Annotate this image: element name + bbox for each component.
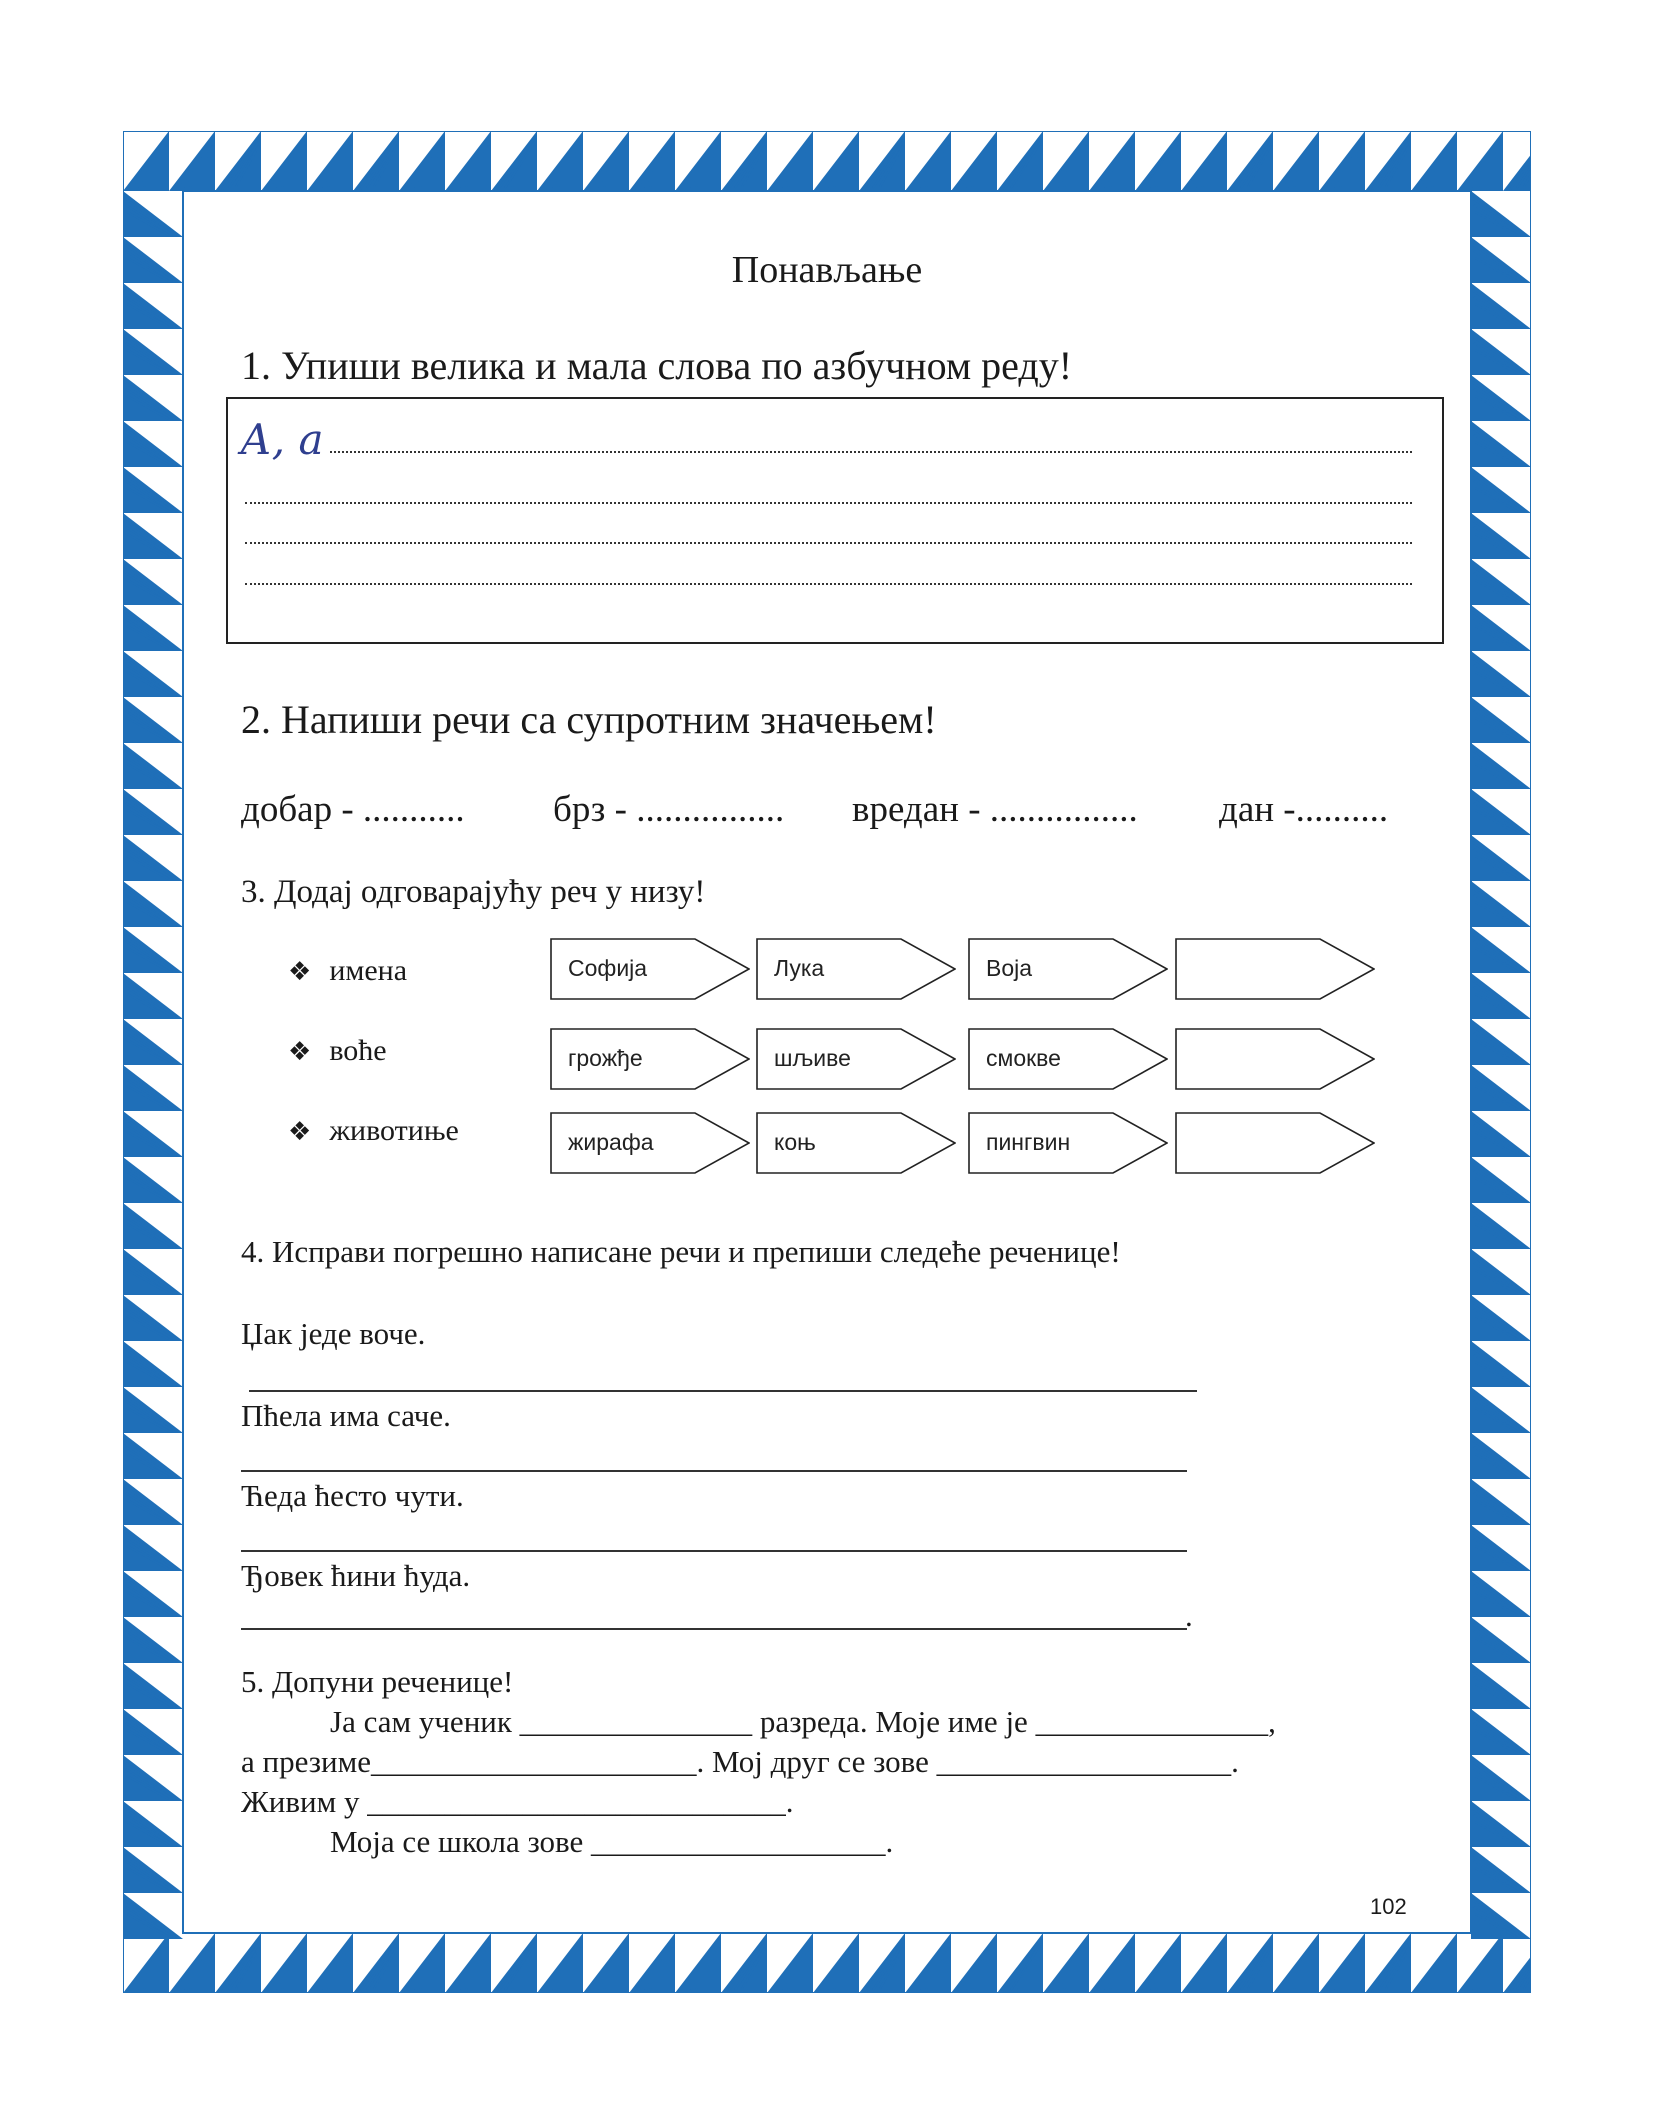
writing-line[interactable] (245, 583, 1412, 585)
answer-line[interactable] (241, 1628, 1187, 1630)
diamond-bullet-icon: ❖ (288, 1117, 312, 1147)
writing-line[interactable] (245, 502, 1412, 504)
fill-in-sentence[interactable]: Ја сам ученик _______________ разреда. Моје име је _______________, (330, 1704, 1276, 1739)
writing-line[interactable] (330, 451, 1412, 453)
task4-heading: 4. Исправи погрешно написане речи и препиши следеће реченице! (241, 1234, 1121, 1269)
task2-heading: 2. Напиши речи са супротним значењем! (241, 697, 937, 742)
fill-in-sentence[interactable]: а презиме_____________________. Мој друг се зове ___________________. (241, 1744, 1239, 1779)
word-arrow-box: шљиве (756, 1028, 956, 1090)
diamond-bullet-icon: ❖ (288, 1037, 312, 1067)
category-label-fruit: ❖ воће (288, 1034, 387, 1067)
empty-answer-arrow-box[interactable] (1175, 1028, 1375, 1090)
word-arrow-box: пингвин (968, 1112, 1168, 1174)
word-arrow-box: коњ (756, 1112, 956, 1174)
fill-in-sentence[interactable]: Моја се школа зове ___________________. (330, 1824, 894, 1859)
word-arrow-box: грожђе (550, 1028, 750, 1090)
sentence-to-correct: Ђовек ћини ћуда. (241, 1558, 471, 1593)
task3-heading: 3. Додај одговарајућу реч у низу! (241, 874, 706, 910)
word-arrow-box: смокве (968, 1028, 1168, 1090)
page-number: 102 (1370, 1894, 1407, 1919)
period-mark: . (1185, 1598, 1193, 1633)
sentence-to-correct: Ћеда ћесто чути. (241, 1478, 464, 1513)
sentence-to-correct: Пћела има саче. (241, 1398, 451, 1433)
word-arrow-box: Воја (968, 938, 1168, 1000)
opposite-word-item: дан -.......... (1219, 789, 1389, 830)
task5-heading: 5. Допуни реченице! (241, 1664, 514, 1699)
word-arrow-box: жирафа (550, 1112, 750, 1174)
alphabet-writing-box[interactable] (226, 397, 1444, 644)
empty-answer-arrow-box[interactable] (1175, 938, 1375, 1000)
cursive-sample: А, а (240, 415, 324, 464)
category-label-animals: ❖ животиње (288, 1114, 459, 1147)
category-label-names: ❖ имена (288, 954, 408, 987)
answer-line[interactable] (249, 1390, 1197, 1392)
sentence-to-correct: Џак једе воче. (241, 1316, 426, 1351)
word-arrow-box: Софија (550, 938, 750, 1000)
fill-in-sentence[interactable]: Живим у ___________________________. (241, 1784, 794, 1819)
opposite-word-item: добар - ........... (241, 789, 465, 830)
word-arrow-box: Лука (756, 938, 956, 1000)
diamond-bullet-icon: ❖ (288, 957, 312, 987)
page-title: Понављање (731, 249, 923, 291)
answer-line[interactable] (241, 1470, 1187, 1472)
empty-answer-arrow-box[interactable] (1175, 1112, 1375, 1174)
task1-heading: 1. Упиши велика и мала слова по азбучном реду! (241, 343, 1073, 388)
opposite-word-item: вредан - ................ (852, 789, 1138, 830)
answer-line[interactable] (241, 1550, 1187, 1552)
opposite-word-item: брз - ................ (553, 789, 785, 830)
writing-line[interactable] (245, 542, 1412, 544)
